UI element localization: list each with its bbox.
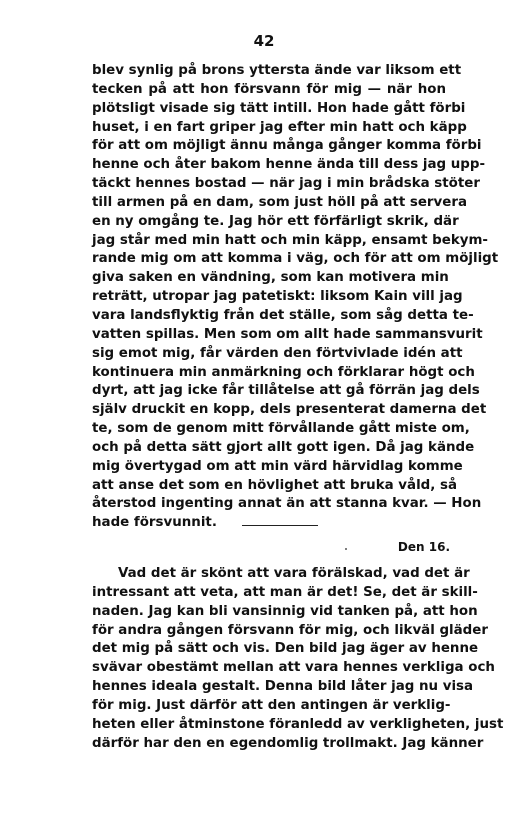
text-line: vara landsflyktig från det ställe, som såg detta te- [92,307,474,323]
text-line: för andra gången försvann för mig, och likväl gläder [92,622,488,638]
text-line: hade försvunnit. [92,515,217,531]
text-line: henne och åter bakom henne ända till dess jag upp- [92,157,486,173]
text-line: svävar obestämt mellan att vara hennes verkliga och [92,660,495,676]
text-line: hennes ideala gestalt. Denna bild låter jag nu visa [92,679,474,695]
text-line: vatten spillas. Men som om allt hade sammansvurit [92,326,483,342]
text-line: själv druckit en kopp, dels presenterat damerna det [92,402,487,418]
text-line: Vad det är skönt att vara förälskad, vad det är [118,566,470,581]
text-line: jag står med min hatt och min käpp, ensamt bekym- [92,232,488,248]
paragraph-2 [92,565,504,753]
text-line: te, som de genom mitt förvållande gått miste om, [92,421,470,437]
text-line: att anse det som en hövlighet att bruka våld, så [92,477,457,493]
text-line: dyrt, att jag icke får tillåtelse att gå förrän jag dels [92,383,480,399]
text-line: det mig på sätt och vis. Den bild jag äger av henne [92,641,479,657]
speck [345,548,347,550]
text-line: naden. Jag kan bli vansinnig vid tanken på, att hon [92,603,478,619]
text-line: för att om möjligt ännu många gånger komma förbi [92,138,482,154]
text-line: blev synlig på brons yttersta ände var liksom ett [92,63,462,78]
text-line: huset, i en fart griper jag efter min hatt och käpp [92,119,467,135]
text-line: och på detta sätt gjort allt gott igen. Då jag kände [92,439,475,455]
text-line: sig emot mig, får värden den förtvivlade idén att [92,345,463,361]
text-line: rande mig om att komma i väg, och för att om möjligt [92,251,499,267]
text-line: tecken på att hon försvann för mig — när hon [92,81,446,97]
text-line: till armen på en dam, som just höll på att servera [92,194,467,210]
text-line: plötsligt visade sig tätt intill. Hon hade gått förbi [92,100,466,116]
text-line: reträtt, utropar jag patetiskt: liksom Kain vill jag [92,289,463,305]
text-line: mig övertygad om att min värd härvidlag komme [92,458,463,474]
text-line: täckt hennes bostad — när jag i min brådska stöter [92,176,480,192]
text-line: kontinuera min anmärkning och förklarar högt och [92,364,475,380]
text-line: giva saken en vändning, som kan motivera min [92,270,449,286]
text-line: därför har den en egendomlig trollmakt. Jag känner [92,735,484,751]
text-line: intressant att veta, att man är det! Se, det är skill- [92,584,478,600]
page-number: 42 [253,32,275,50]
text-line: återstod ingenting annat än att stanna kvar. — Hon [92,496,482,512]
paragraph-1 [92,62,499,533]
text-line: heten eller åtminstone föranledd av verkligheten, just [92,716,504,732]
text-line: för mig. Just därför att den antingen är verklig- [92,697,451,713]
text-line: en ny omgång te. Jag hör ett förfärligt skrik, där [92,213,459,229]
section-divider [242,525,318,526]
dateline: Den 16. [397,540,450,554]
